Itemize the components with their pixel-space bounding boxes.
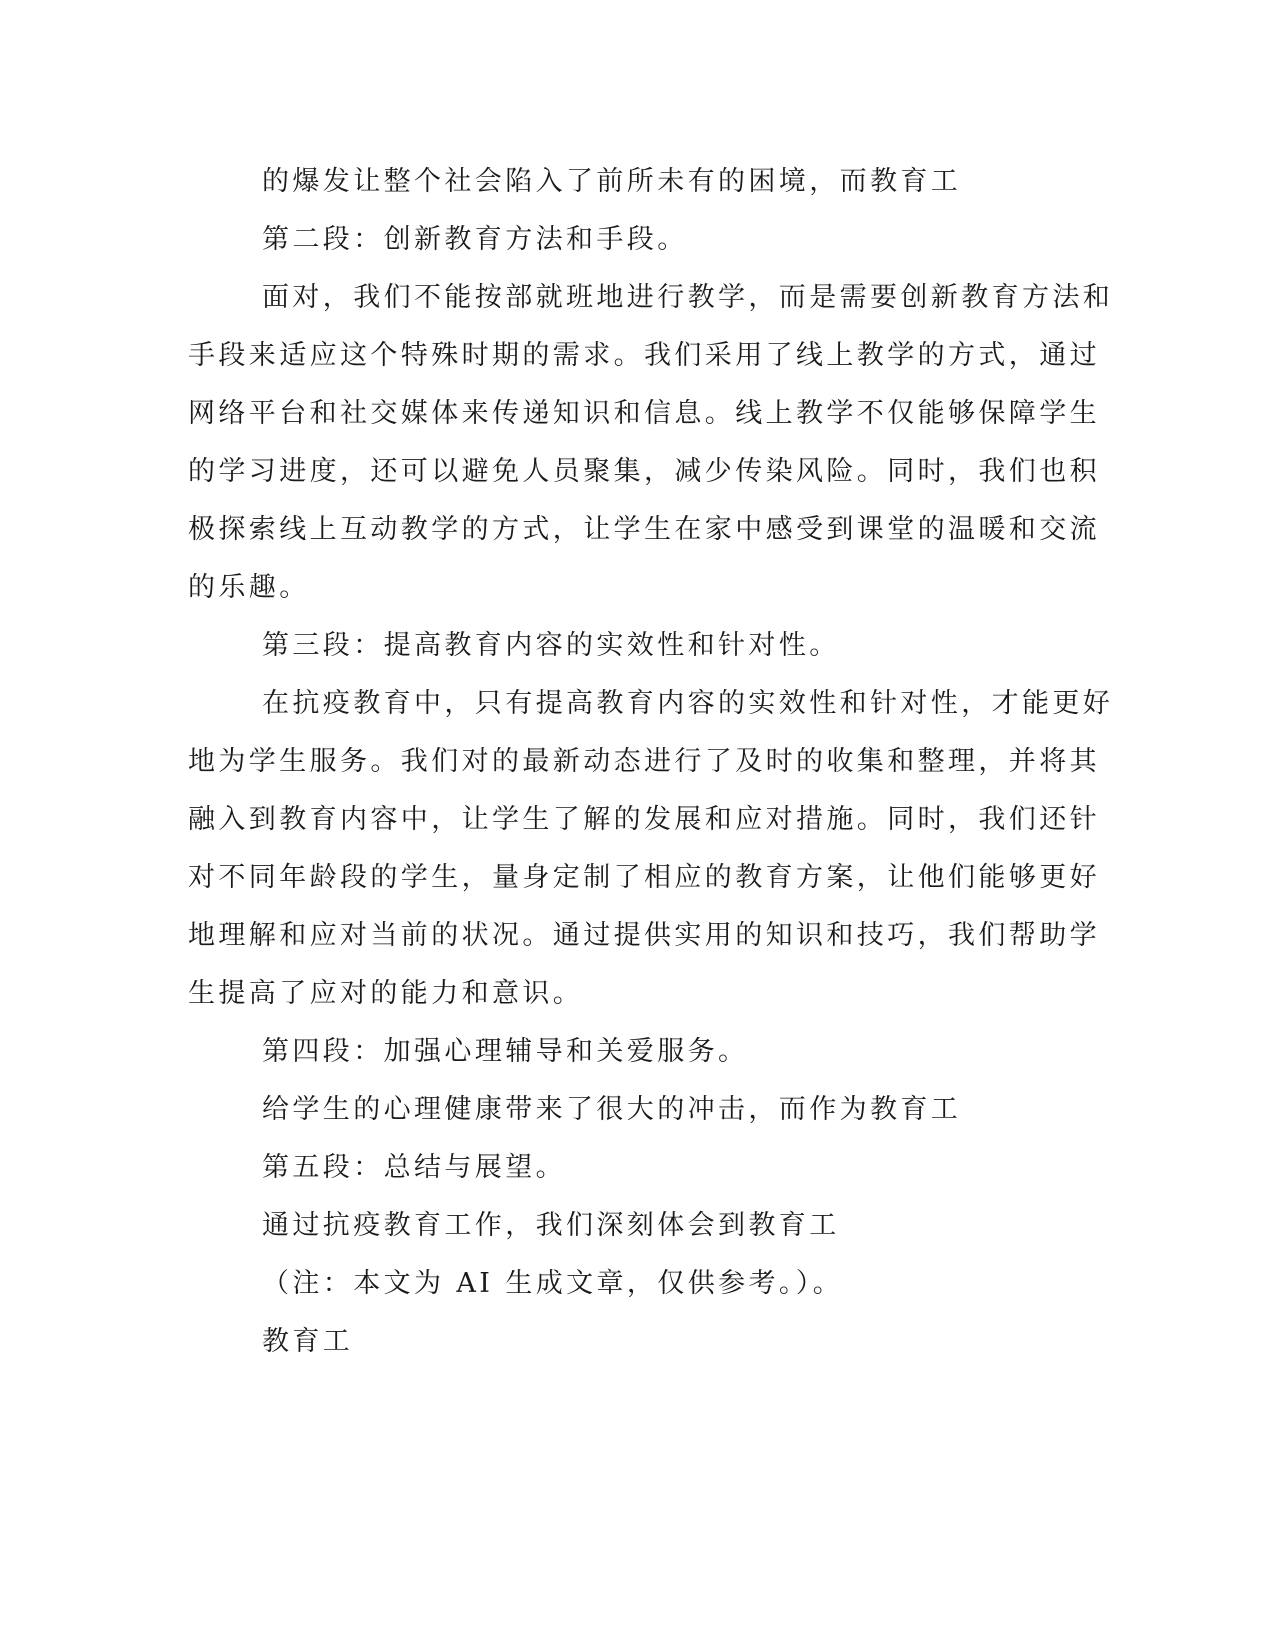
text-line: 在抗疫教育中，只有提高教育内容的实效性和针对性，才能更好 (262, 688, 1114, 719)
text-line: 网络平台和社交媒体来传递知识和信息。线上教学不仅能够保障学生 (188, 398, 1100, 429)
text-line: 面对，我们不能按部就班地进行教学，而是需要创新教育方法和 (262, 282, 1114, 313)
text-line: 的学习进度，还可以避免人员聚集，减少传染风险。同时，我们也积 (188, 456, 1100, 487)
text-line: 对不同年龄段的学生，量身定制了相应的教育方案，让他们能够更好 (188, 862, 1100, 893)
text-line: 地为学生服务。我们对的最新动态进行了及时的收集和整理，并将其 (188, 746, 1100, 777)
text-line: 手段来适应这个特殊时期的需求。我们采用了线上教学的方式，通过 (188, 340, 1100, 371)
text-line: 融入到教育内容中，让学生了解的发展和应对措施。同时，我们还针 (188, 804, 1100, 835)
text-line: 通过抗疫教育工作，我们深刻体会到教育工 (262, 1210, 840, 1241)
note-line: （注：本文为 AI 生成文章，仅供参考。）。 (262, 1268, 844, 1299)
section-heading: 第二段：创新教育方法和手段。 (262, 224, 688, 255)
section-heading: 第四段：加强心理辅导和关爱服务。 (262, 1036, 749, 1067)
section-heading: 第三段：提高教育内容的实效性和针对性。 (262, 630, 840, 661)
text-line: 生提高了应对的能力和意识。 (188, 978, 584, 1009)
section-heading: 第五段：总结与展望。 (262, 1152, 566, 1183)
text-line: 的爆发让整个社会陷入了前所未有的困境，而教育工 (262, 166, 962, 197)
text-line: 的乐趣。 (188, 572, 310, 603)
text-line: 教育工 (262, 1326, 354, 1357)
text-line: 地理解和应对当前的状况。通过提供实用的知识和技巧，我们帮助学 (188, 920, 1100, 951)
text-line: 给学生的心理健康带来了很大的冲击，而作为教育工 (262, 1094, 962, 1125)
text-line: 极探索线上互动教学的方式，让学生在家中感受到课堂的温暖和交流 (188, 514, 1100, 545)
